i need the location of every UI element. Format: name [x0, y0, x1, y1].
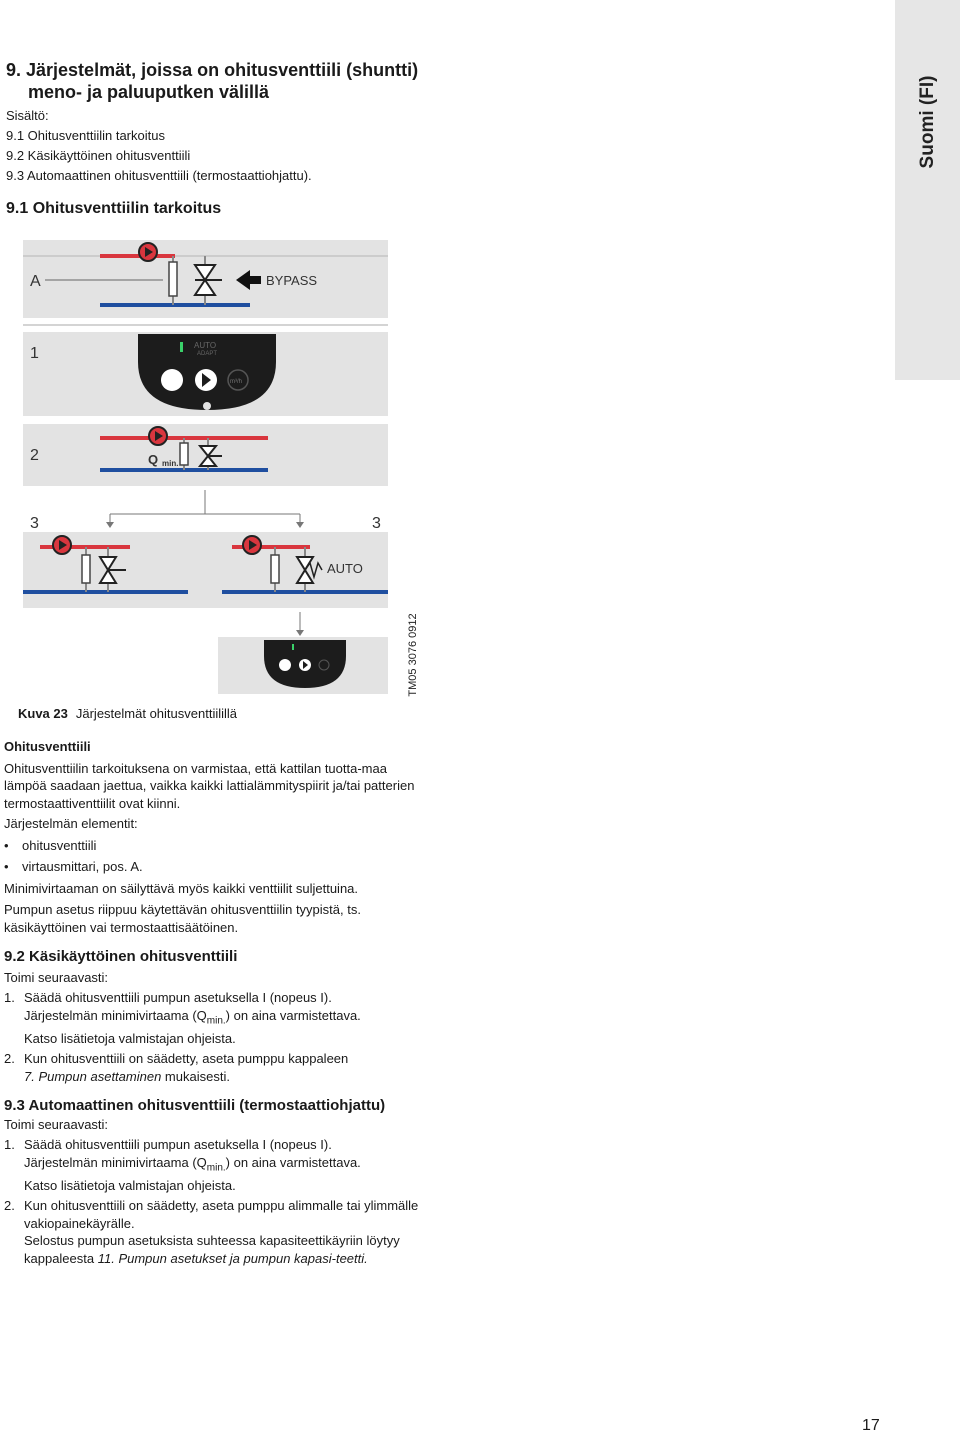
figure-caption — [18, 706, 237, 721]
label-bypass: BYPASS — [266, 273, 318, 288]
step-text: Katso lisätietoja valmistajan ohjeista. — [24, 1030, 236, 1046]
svg-text:m³/h: m³/h — [230, 379, 242, 385]
step-text: Järjestelmän minimivirtaama $(Q_{min.})$ on aina varmistettava. — [24, 1154, 361, 1174]
svg-text:Q: Q — [148, 452, 159, 467]
label-1: 1 — [30, 345, 39, 362]
step-number: 2. — [4, 1198, 15, 1214]
toc-item[interactable]: 9.1 Ohitusventtiilin tarkoitus — [6, 128, 165, 143]
step-number: 2. — [4, 1051, 15, 1067]
list-item: • virtausmittari, pos. A. — [4, 858, 424, 876]
step-item — [4, 1136, 424, 1194]
flow-meter-icon — [180, 443, 188, 465]
page-number: 17 — [862, 1417, 880, 1434]
step-number: 1. — [4, 1137, 15, 1153]
step-text: Säädä ohitusventtiili pumpun asetuksella I (nopeus I). — [24, 990, 332, 1005]
chapter-title-line2: meno- ja paluuputken välillä — [28, 82, 270, 102]
step-item — [4, 1197, 424, 1267]
paragraph: Järjestelmän elementit: — [4, 816, 138, 831]
flow-meter-icon — [82, 555, 90, 583]
mode-button-icon — [161, 369, 183, 391]
section-9-1-title: 9.1 Ohitusventtiilin tarkoitus — [6, 200, 222, 217]
flow-meter-icon — [169, 262, 177, 296]
step-text: Katso lisätietoja valmistajan ohjeista. — [24, 1177, 236, 1193]
mode-button-icon — [279, 659, 291, 671]
step-item — [4, 1050, 424, 1085]
paragraph: Minimivirtaaman on säilyttävä myös kaikki venttiilit suljettuina. — [4, 880, 359, 896]
paragraph: Toimi seuraavasti: — [4, 1116, 109, 1132]
figure-code-text: TM05 3076 0912 — [407, 613, 419, 697]
label-3-left: 3 — [30, 515, 39, 532]
caption-number: Kuva 23 — [18, 706, 68, 721]
list-item: • ohitusventtiili — [4, 837, 424, 855]
paragraph: Ohitusventtiilin tarkoituksena on varmistaa, että kattilan tuotta-maa lämpöä saadaan jaettua, vaikka kaikki lattialämmityspiirit ja/tai patterien termostaattiventtiilit ovat kiinni. — [4, 760, 415, 811]
paragraph: Toimi seuraavasti: — [4, 969, 109, 985]
body-text — [4, 738, 424, 1267]
step-number: 1. — [4, 990, 15, 1005]
figure-code — [403, 615, 423, 695]
bypass-systems-figure — [0, 0, 960, 700]
step-text: Säädä ohitusventtiili pumpun asetuksella I (nopeus I). — [24, 1137, 332, 1153]
language-label: Suomi (FI) — [916, 75, 938, 169]
toc-item[interactable]: 9.3 Automaattinen ohitusventtiili (termostaattiohjattu). — [6, 168, 312, 183]
label-a: A — [30, 273, 41, 290]
step-text: Järjestelmän minimivirtaama $(Q_{min.})$ on aina varmistettava. — [24, 1007, 361, 1027]
label-auto: AUTO — [327, 561, 363, 576]
heading-bypass: Ohitusventtiili — [4, 739, 91, 754]
flow-meter-icon — [271, 555, 279, 583]
paragraph: Pumpun asetus riippuu käytettävän ohitusventtiilin tyypistä, ts. käsikäyttöinen vai termostaattisäätöinen. — [4, 902, 361, 935]
step-text: Selostus pumpun asetuksista suhteessa kapasiteettikäyriin löytyy kappaleesta 11. Pumpun asetukset ja pumpun kapasi-teetti. — [24, 1233, 400, 1266]
section-9-2-title: 9.2 Käsikäyttöinen ohitusventtiili — [4, 948, 238, 965]
toc-item[interactable]: 9.2 Käsikäyttöinen ohitusventtiili — [6, 148, 191, 163]
step-text: Kun ohitusventtiili on säädetty, aseta pumppu kappaleen — [24, 1051, 349, 1067]
toc-label: Sisältö: — [6, 108, 49, 123]
step-item — [4, 989, 424, 1047]
cross-reference-link[interactable]: 11. Pumpun asetukset ja pumpun kapasi-teetti. — [97, 1250, 368, 1266]
label-2: 2 — [30, 447, 39, 464]
svg-text:ADAPT: ADAPT — [197, 351, 218, 357]
caption-text: Järjestelmät ohitusventtiilillä — [75, 706, 237, 721]
cross-reference-link[interactable]: 7. Pumpun asettaminen — [24, 1068, 162, 1084]
section-9-3-title: 9.3 Automaattinen ohitusventtiili (termostaattiohjattu) — [4, 1097, 386, 1115]
step-text: Kun ohitusventtiili on säädetty, aseta pumppu alimmalle tai ylimmälle vakiopainekäyrälle. — [24, 1198, 419, 1231]
step-text: 7. Pumpun asettaminen mukaisesti. — [24, 1068, 230, 1084]
label-3-right: 3 — [372, 515, 381, 532]
panel-2-background — [23, 424, 388, 486]
svg-text:min.: min. — [162, 459, 179, 468]
svg-text:AUTO: AUTO — [194, 341, 217, 350]
chapter-title-line1: 9. Järjestelmät, joissa on ohitusventtiili (shuntti) — [6, 60, 419, 80]
